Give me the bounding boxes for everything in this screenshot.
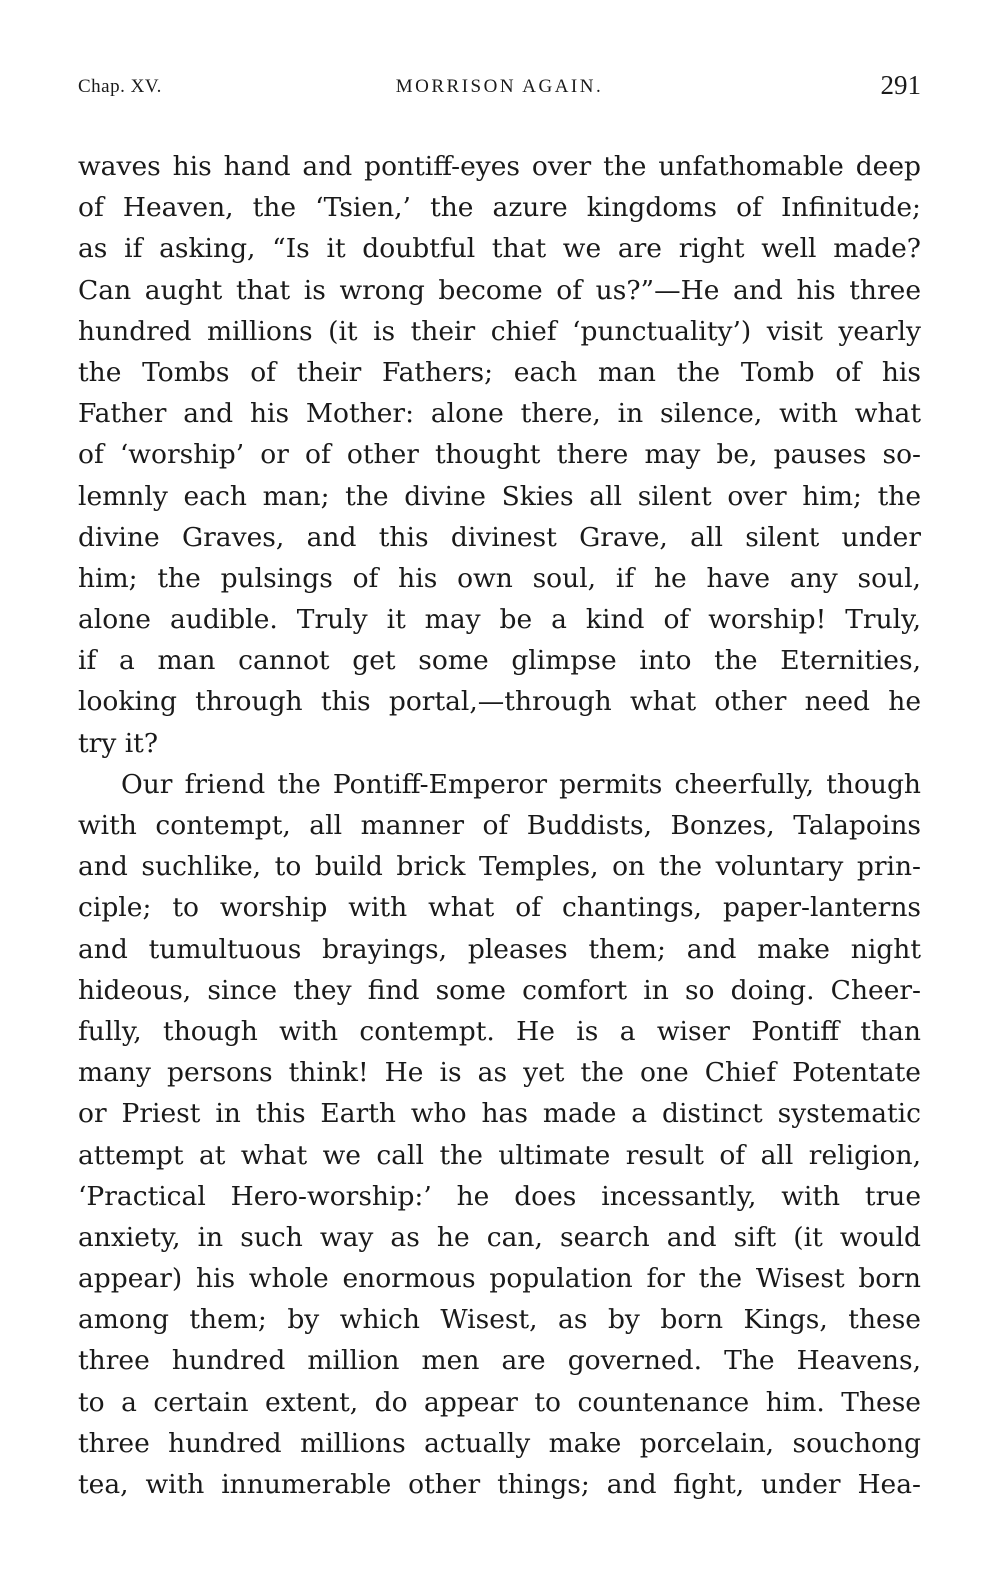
- paragraph: [78, 146, 921, 764]
- text-line: with contempt, all manner of Buddists, Bonzes, Talapoins: [78, 810, 921, 841]
- text-line: or Priest in this Earth who has made a distinct systematic: [78, 1098, 921, 1130]
- text-line: hideous, since they find some comfort in so doing. Cheer-: [78, 974, 921, 1006]
- text-line: divine Graves, and this divinest Grave, all silent under: [78, 521, 921, 553]
- text-line: try it?: [78, 727, 159, 759]
- text-line: him; the pulsings of his own soul, if he have any soul,: [78, 562, 921, 594]
- running-head: [78, 70, 921, 110]
- text-line: lemnly each man; the divine Skies all silent over him; the: [78, 480, 921, 512]
- text-line: and tumultuous brayings, pleases them; and make night: [78, 933, 921, 965]
- text-line: as if asking, “Is it doubtful that we are right well made?: [78, 233, 921, 265]
- text-line: three hundred millions actually make porcelain, souchong: [78, 1427, 921, 1459]
- text-line: the Tombs of their Fathers; each man the Tomb of his: [78, 356, 921, 388]
- text-line: if a man cannot get some glimpse into the Eternities,: [78, 645, 921, 677]
- text-line: tea, with innumerable other things; and fight, under Hea-: [78, 1469, 921, 1500]
- text-line: ‘Practical Hero-worship:’ he does incessantly, with true: [78, 1180, 921, 1212]
- text-line: to a certain extent, do appear to countenance him. These: [78, 1386, 921, 1418]
- text-line: anxiety, in such way as he can, search and sift (it would: [78, 1221, 921, 1253]
- text-line: of Heaven, the ‘Tsien,’ the azure kingdoms of Infinitude;: [78, 192, 921, 224]
- text-line: attempt at what we call the ultimate result of all religion,: [78, 1139, 921, 1171]
- text-line: Father and his Mother: alone there, in silence, with what: [78, 398, 921, 430]
- text-line: hundred millions (it is their chief ‘punctuality’) visit yearly: [78, 315, 921, 347]
- text-line: of ‘worship’ or of other thought there may be, pauses so-: [78, 439, 921, 471]
- text-line: looking through this portal,—through what other need he: [78, 686, 921, 718]
- text-line: many persons think! He is as yet the one Chief Potentate: [78, 1057, 921, 1089]
- text-line: fully, though with contempt. He is a wiser Pontiff than: [78, 1015, 921, 1047]
- body-text: [78, 146, 921, 1505]
- chapter-label: Chap. XV.: [78, 76, 162, 97]
- text-line: appear) his whole enormous population for the Wisest born: [78, 1263, 921, 1295]
- text-line: three hundred million men are governed. The Heavens,: [78, 1345, 921, 1377]
- book-page: [78, 70, 921, 1505]
- page-number: 291: [880, 70, 921, 100]
- text-line: among them; by which Wisest, as by born Kings, these: [78, 1304, 921, 1336]
- text-line: Our friend the Pontiff-Emperor permits cheerfully, though: [121, 768, 921, 800]
- text-line: waves his hand and pontiff-eyes over the unfathomable deep: [78, 151, 921, 182]
- text-line: Can aught that is wrong become of us?”—He and his three: [78, 274, 921, 306]
- paragraph: [78, 764, 921, 1505]
- text-line: alone audible. Truly it may be a kind of worship! Truly,: [78, 604, 921, 636]
- text-line: ciple; to worship with what of chantings, paper-lanterns: [78, 892, 921, 924]
- running-title: MORRISON AGAIN.: [395, 76, 604, 97]
- text-line: and suchlike, to build brick Temples, on the voluntary prin-: [78, 851, 921, 883]
